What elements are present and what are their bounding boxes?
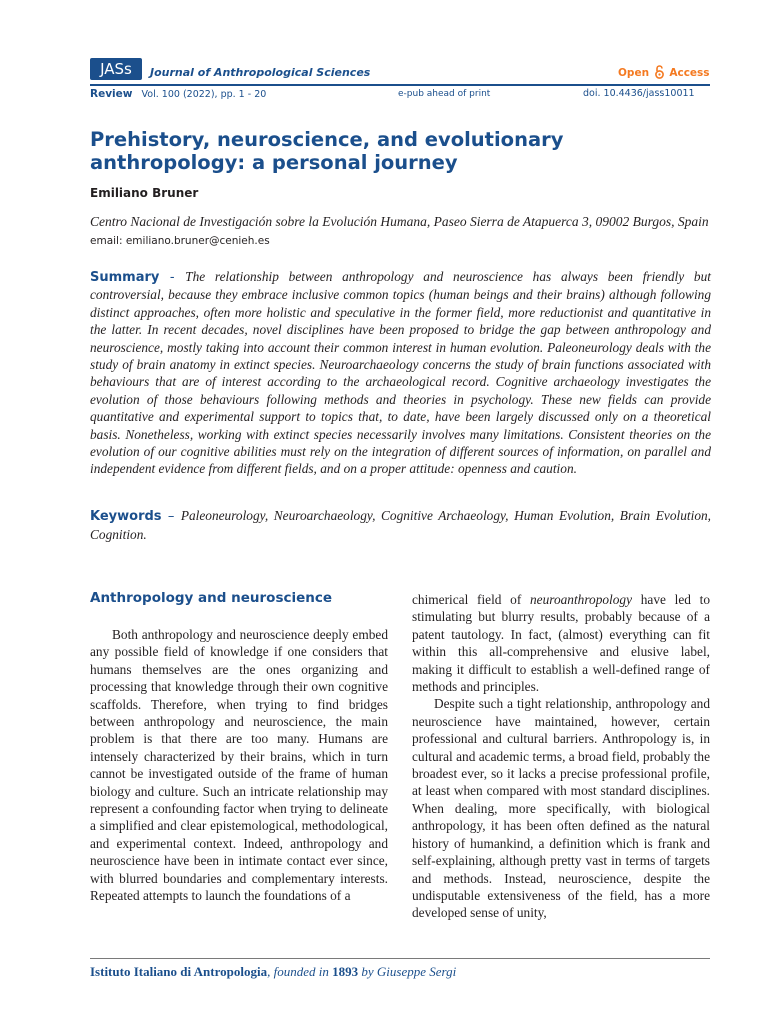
summary-label: Summary (90, 270, 160, 285)
open-access-left: Open (618, 67, 650, 79)
title-line-2: anthropology: a personal journey (90, 151, 458, 174)
footer-rule (90, 958, 710, 959)
keywords-separator: – (161, 509, 181, 524)
journal-name: Journal of Anthropological Sciences (150, 66, 371, 79)
author-name: Emiliano Bruner (90, 186, 199, 200)
doi-link[interactable]: doi. 10.4436/jass10011 (583, 88, 695, 99)
footer-institute: Istituto Italiano di Antropologia (90, 964, 268, 979)
body-paragraph: Despite such a tight relationship, anthropology and neuroscience have maintained, however, certain professional and cultural barriers. Anthropology is, in cultural and academic terms, a broad field, probably the broadest ever, so it lacks a precise professional profile, at least when compared with most standard disciplines. When dealing, more specifically, with biological anthropology, it has been often defined as the natural history of humankind, a definition which is frank and self-explaining, although pretty vast in terms of targets and methods. Instead, neuroscience, despite the undisputable extensiveness of the field, has a more developed sense of unity, (412, 696, 710, 921)
header-rule (90, 84, 710, 86)
article-meta (90, 88, 266, 100)
keywords-text: Paleoneurology, Neuroarchaeology, Cognitive Archaeology, Human Evolution, Brain Evolution, Cognition. (90, 508, 711, 542)
abstract (90, 268, 711, 478)
para-text: have led to stimulating but blurry results, probably because of a patent tautology. In fact, (almost) everything can fit within this all-comprehensive and elusive label, making it difficult to establish a well-defined range of methods and principles. (412, 592, 710, 695)
volume-info: Vol. 100 (2022), pp. 1 - 20 (141, 89, 267, 100)
open-access-badge (618, 65, 710, 79)
author-affiliation: Centro Nacional de Investigación sobre la Evolución Humana, Paseo Sierra de Atapuerca 3, 09002 Burgos, Spain (90, 214, 709, 229)
pub-status: e-pub ahead of print (398, 89, 491, 99)
keywords (90, 507, 711, 544)
open-access-right: Access (669, 67, 710, 79)
body-paragraph (412, 591, 710, 695)
body-column-left (90, 626, 388, 905)
article-title (90, 128, 710, 174)
article-type: Review (90, 88, 133, 100)
body-column-right (412, 591, 710, 922)
footer-credit (90, 964, 456, 980)
para-italic-term: neuroanthropology (529, 592, 633, 607)
para-text: chimerical field of (412, 592, 530, 607)
body-paragraph: Both anthropology and neuroscience deeply embed any possible field of knowledge if one considers that humans themselves are the ones organizing and processing that knowledge through their own cognitive scaffolds. Therefore, when trying to find bridges between anthropology and neuroscience, the main problem is that there are too many. Humans are intensely characterized by their brains, which in turn cannot be investigated outside of the frame of human biology and culture. Such an intricate relationship may represent a confounding factor when trying to delineate a simplified and clear epistemological, methodological, and experimental context. Indeed, anthropology and neuroscience have been in intimate contact ever since, with blurred boundaries and complementary interests. Repeated attempts to launch the foundations of a (90, 627, 388, 904)
footer-year: 1893 (332, 964, 359, 979)
summary-text: The relationship between anthropology and neuroscience has always been friendly but controversial, because they embrace inclusive common topics (human beings and their brains) although following distinct approaches, often more holistic and speculative in the former field, more reductionist and quantitative in the latter. In recent decades, novel disciplines have been proposed to bridge the gap between anthropology and neuroscience, mostly taking into account their common interest in human evolution. Paleoneurology deals with the study of brain anatomy in extinct species. Neuroarchaeology concerns the study of brain functions associated with behaviours that are of interest according to the archaeological record. Cognitive archaeology investigates the evolution of those behaviours following methods and theories in psychology. These new fields can provide quantitative and experimental support to topics that, to date, have been largely discussed only on a theoretical basis. Nonetheless, working with extinct species necessarily involves many limitations. Consistent theories on the evolution of our cognitive abilities must rely on the integration of different sources of information, on parallel and independent evidence from different fields, and on a proper attitude: openness and caution. (90, 269, 711, 477)
title-line-1: Prehistory, neuroscience, and evolutionary (90, 128, 564, 151)
footer-founded: , founded in (267, 964, 333, 979)
summary-separator: - (159, 270, 186, 285)
open-lock-icon (655, 65, 664, 79)
footer-founder: by Giuseppe Sergi (358, 964, 457, 979)
keywords-label: Keywords (90, 509, 162, 524)
section-heading: Anthropology and neuroscience (90, 590, 333, 606)
author-email[interactable]: email: emiliano.bruner@cenieh.es (90, 235, 270, 247)
journal-logo: JASs (90, 58, 142, 80)
